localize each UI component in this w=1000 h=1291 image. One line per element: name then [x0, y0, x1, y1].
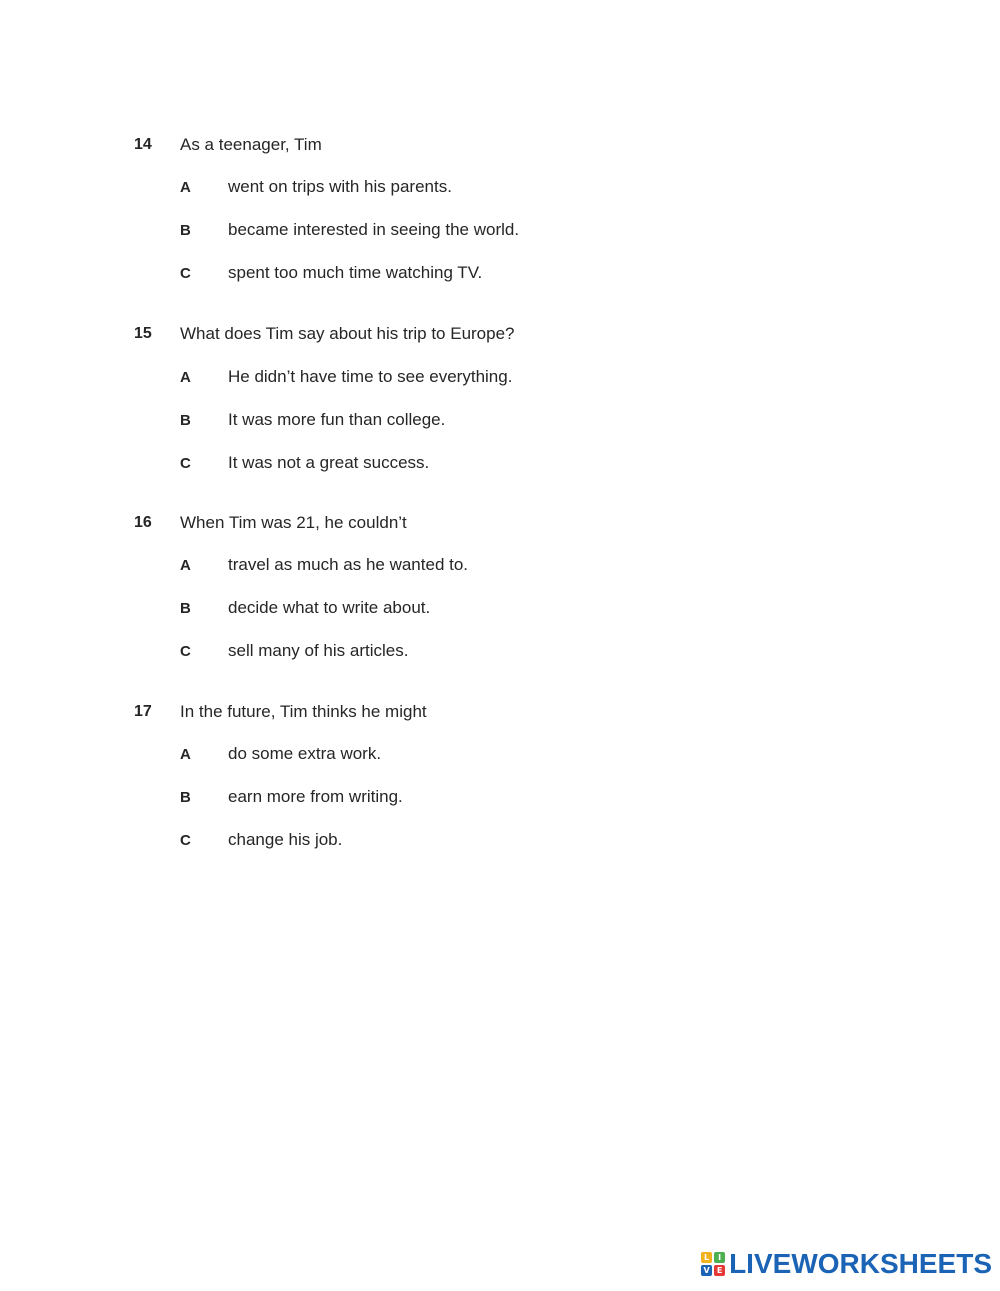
question-number: 14 [134, 136, 152, 153]
liveworksheets-logo [701, 1249, 992, 1279]
logo-badge-letter: V [701, 1265, 712, 1276]
option-c[interactable] [180, 828, 342, 852]
option-letter: B [180, 599, 191, 617]
option-text: became interested in seeing the world. [228, 220, 520, 239]
option-text: decide what to write about. [228, 598, 431, 617]
option-b[interactable] [180, 408, 445, 432]
option-c[interactable] [180, 261, 482, 285]
option-text: earn more from writing. [228, 787, 403, 806]
option-text: He didn’t have time to see everything. [228, 367, 513, 386]
option-text: spent too much time watching TV. [228, 263, 483, 282]
option-letter: B [180, 411, 191, 429]
option-letter: B [180, 221, 191, 239]
option-letter: C [180, 264, 191, 282]
option-letter: A [180, 556, 191, 574]
logo-badge-icon [701, 1252, 725, 1276]
option-letter: A [180, 178, 191, 196]
question-number: 16 [134, 514, 152, 531]
logo-badge-letter: E [714, 1265, 725, 1276]
option-text: It was more fun than college. [228, 410, 446, 429]
question-number: 15 [134, 325, 152, 342]
option-c[interactable] [180, 639, 408, 663]
question-stem [134, 133, 322, 157]
option-letter: C [180, 831, 191, 849]
option-a[interactable] [180, 175, 452, 199]
question-stem [134, 700, 427, 724]
option-b[interactable] [180, 218, 519, 242]
option-b[interactable] [180, 596, 430, 620]
logo-badge-letter: I [714, 1252, 725, 1263]
logo-text: LIVEWORKSHEETS [729, 1248, 992, 1279]
option-a[interactable] [180, 365, 512, 389]
question-stem [134, 511, 407, 535]
question-number: 17 [134, 703, 152, 720]
option-a[interactable] [180, 553, 468, 577]
option-text: went on trips with his parents. [228, 177, 452, 196]
option-text: It was not a great success. [228, 453, 430, 472]
option-a[interactable] [180, 742, 381, 766]
question-text: What does Tim say about his trip to Europe? [180, 324, 515, 343]
option-letter: B [180, 788, 191, 806]
option-letter: A [180, 368, 191, 386]
option-text: sell many of his articles. [228, 641, 409, 660]
option-text: change his job. [228, 830, 343, 849]
question-text: As a teenager, Tim [180, 135, 322, 154]
option-text: travel as much as he wanted to. [228, 555, 469, 574]
option-letter: C [180, 642, 191, 660]
option-letter: A [180, 745, 191, 763]
option-letter: C [180, 454, 191, 472]
question-text: When Tim was 21, he couldn’t [180, 513, 407, 532]
logo-badge-letter: L [701, 1252, 712, 1263]
question-stem [134, 322, 515, 346]
question-text: In the future, Tim thinks he might [180, 702, 427, 721]
option-c[interactable] [180, 451, 429, 475]
option-text: do some extra work. [228, 744, 382, 763]
option-b[interactable] [180, 785, 403, 809]
